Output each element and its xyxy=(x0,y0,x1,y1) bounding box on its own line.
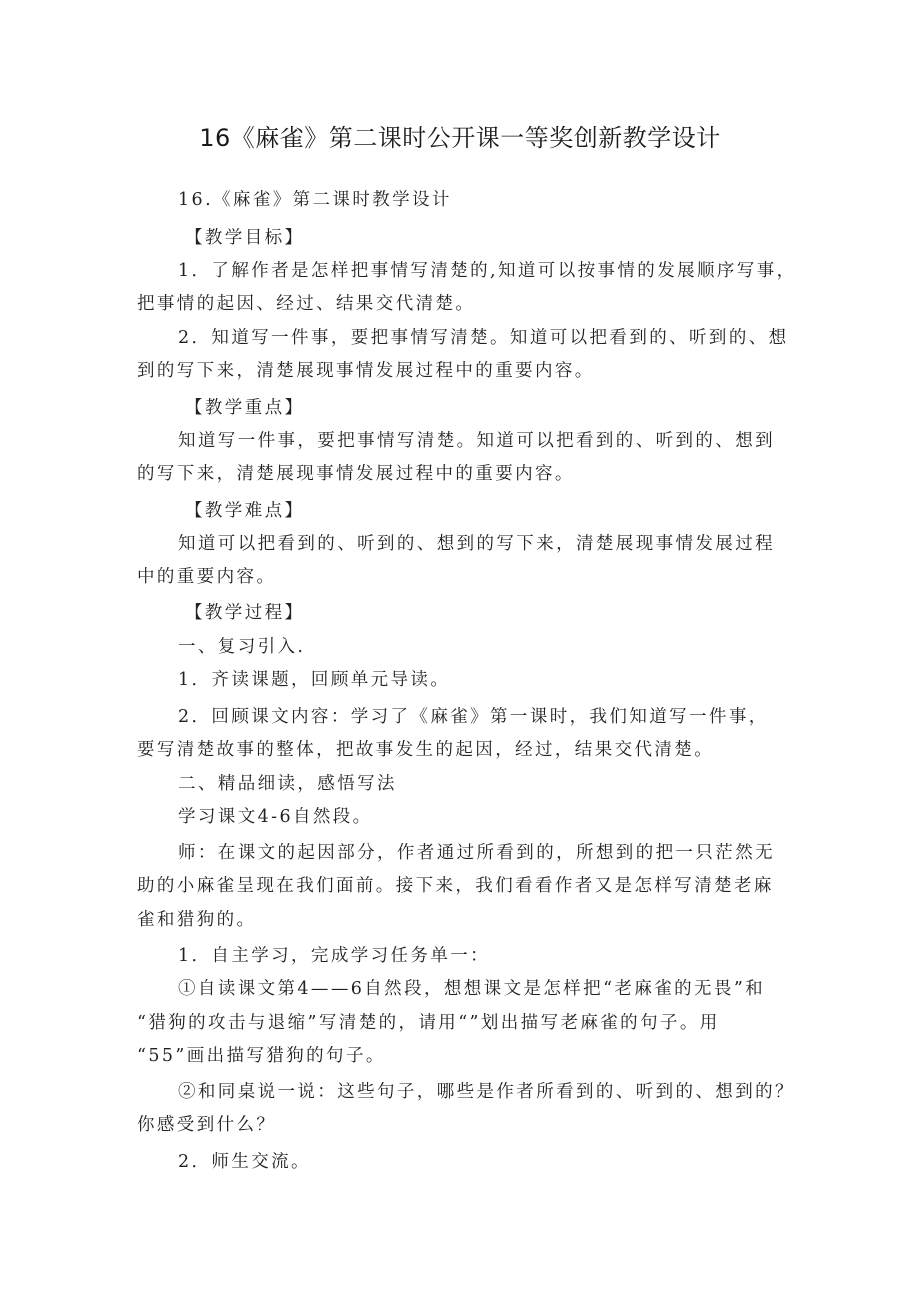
paragraph-line: ②和同桌说一说：这些句子，哪些是作者所看到的、听到的、想到的？ xyxy=(178,1082,795,1102)
paragraph-line: 1．齐读课题，回顾单元导读。 xyxy=(178,670,451,690)
paragraph-line: “猎狗的攻击与退缩”写清楚的，请用“”划出描写老麻雀的句子。用 xyxy=(137,1013,720,1033)
paragraph-line: 你感受到什么？ xyxy=(137,1115,277,1135)
section-heading-difficulties: 【教学难点】 xyxy=(185,501,305,521)
paragraph-line: 一、复习引入. xyxy=(178,637,306,657)
paragraph-line: 的写下来，清楚展现事情发展过程中的重要内容。 xyxy=(137,464,575,484)
section-heading-process: 【教学过程】 xyxy=(185,603,305,623)
paragraph-line: 知道写一件事，要把事情写清楚。知道可以把看到的、听到的、想到 xyxy=(178,431,775,451)
paragraph-line: “55”画出描写猎狗的句子。 xyxy=(137,1046,386,1066)
paragraph-line: 知道可以把看到的、听到的、想到的写下来，清楚展现事情发展过程 xyxy=(178,534,775,554)
paragraph-line: 二、精品细读，感悟写法 xyxy=(178,774,397,794)
document-title: 16《麻雀》第二课时公开课一等奖创新教学设计 xyxy=(199,124,721,152)
paragraph-line: 2．师生交流。 xyxy=(178,1152,311,1172)
paragraph-line: 把事情的起因、经过、结果交代清楚。 xyxy=(137,294,476,314)
paragraph-line: 要写清楚故事的整体，把故事发生的起因，经过，结果交代清楚。 xyxy=(137,740,715,760)
paragraph-line: 师：在课文的起因部分，作者通过所看到的，所想到的把一只茫然无 xyxy=(178,843,775,863)
paragraph-line: ①自读课文第4——6自然段，想想课文是怎样把“老麻雀的无畏”和 xyxy=(178,979,766,999)
paragraph-line: 到的写下来，清楚展现事情发展过程中的重要内容。 xyxy=(137,361,595,381)
paragraph-line: 1．了解作者是怎样把事情写清楚的,知道可以按事情的发展顺序写事， xyxy=(178,261,797,281)
paragraph-line: 学习课文4-6自然段。 xyxy=(178,807,373,827)
paragraph-line: 中的重要内容。 xyxy=(137,567,277,587)
paragraph-line: 雀和猎狗的。 xyxy=(137,910,257,930)
section-heading-objectives: 【教学目标】 xyxy=(185,228,305,248)
paragraph-line: 1．自主学习，完成学习任务单一： xyxy=(178,946,491,966)
subtitle-line: 16.《麻雀》第二课时教学设计 xyxy=(178,190,452,210)
paragraph-line: 2．知道写一件事，要把事情写清楚。知道可以把看到的、听到的、想 xyxy=(178,328,789,348)
paragraph-line: 2．回顾课文内容：学习了《麻雀》第一课时，我们知道写一件事， xyxy=(178,707,769,727)
paragraph-line: 助的小麻雀呈现在我们面前。接下来，我们看看作者又是怎样写清楚老麻 xyxy=(137,876,774,896)
section-heading-key-points: 【教学重点】 xyxy=(185,398,305,418)
